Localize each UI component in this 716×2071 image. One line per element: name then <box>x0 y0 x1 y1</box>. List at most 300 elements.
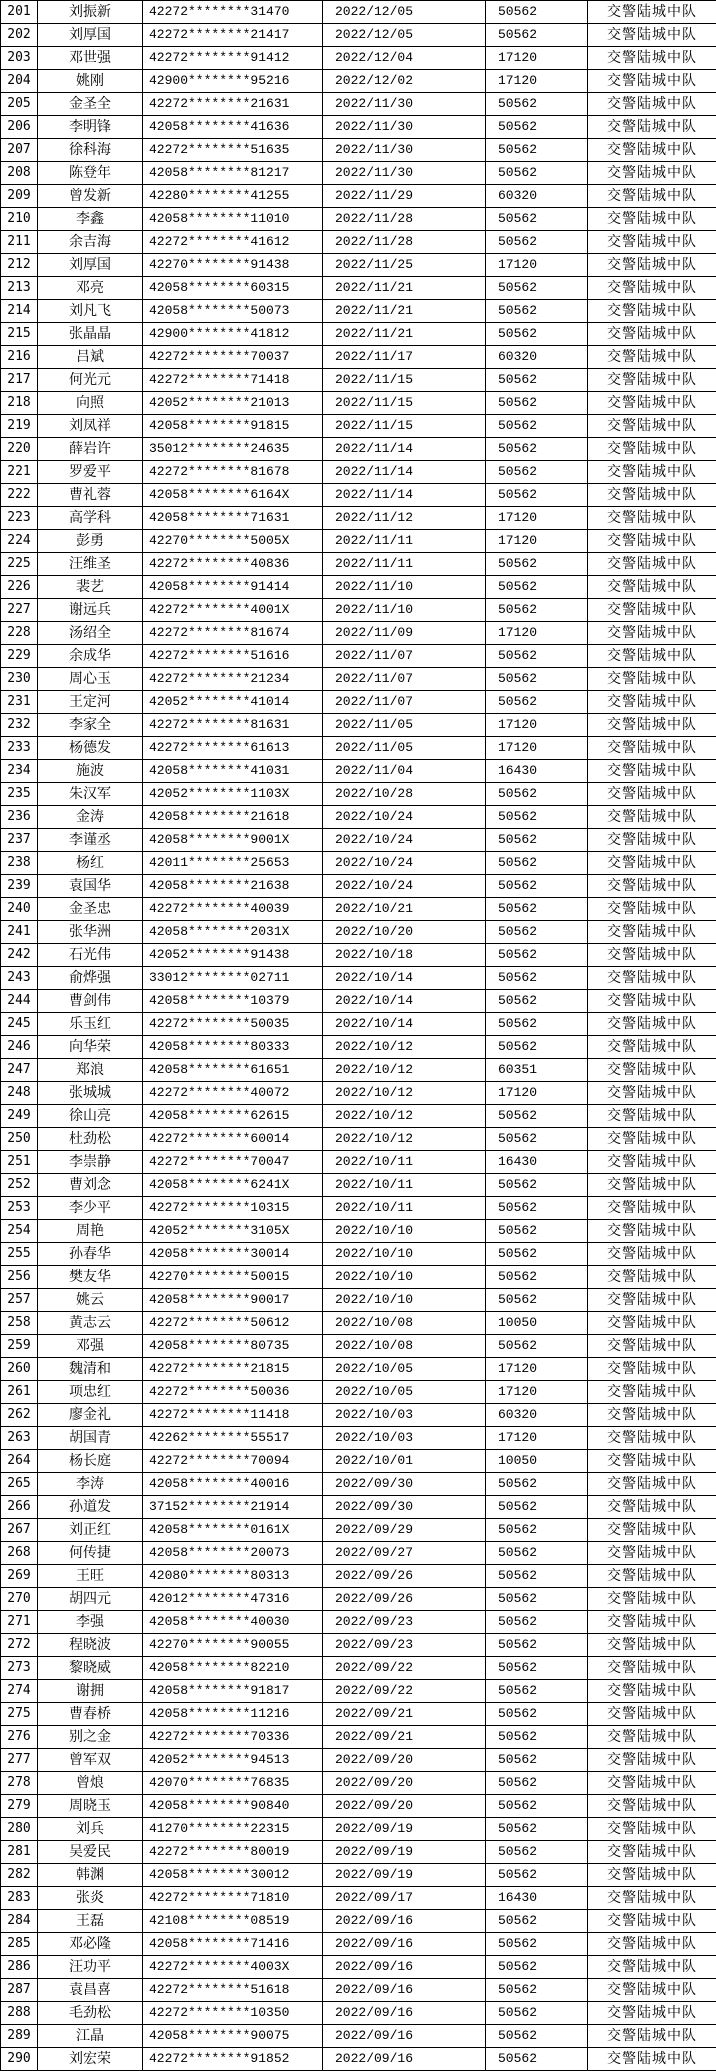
date-cell[interactable]: 2022/12/05 <box>323 1 486 24</box>
row-number-cell[interactable]: 206 <box>1 116 38 139</box>
unit-cell[interactable]: 交警陆城中队 <box>588 1036 716 1059</box>
row-number-cell[interactable]: 281 <box>1 1841 38 1864</box>
unit-cell[interactable]: 交警陆城中队 <box>588 116 716 139</box>
name-cell[interactable]: 孙道发 <box>38 1496 143 1519</box>
name-cell[interactable]: 黎晓威 <box>38 1657 143 1680</box>
date-cell[interactable]: 2022/09/17 <box>323 1887 486 1910</box>
code-cell[interactable]: 50562 <box>486 691 588 714</box>
row-number-cell[interactable]: 226 <box>1 576 38 599</box>
name-cell[interactable]: 胡四元 <box>38 1588 143 1611</box>
name-cell[interactable]: 孙春华 <box>38 1243 143 1266</box>
row-number-cell[interactable]: 233 <box>1 737 38 760</box>
id-number-cell[interactable]: 42900********41812 <box>143 323 323 346</box>
date-cell[interactable]: 2022/09/29 <box>323 1519 486 1542</box>
row-number-cell[interactable]: 246 <box>1 1036 38 1059</box>
row-number-cell[interactable]: 238 <box>1 852 38 875</box>
row-number-cell[interactable]: 202 <box>1 24 38 47</box>
date-cell[interactable]: 2022/09/27 <box>323 1542 486 1565</box>
unit-cell[interactable]: 交警陆城中队 <box>588 1243 716 1266</box>
date-cell[interactable]: 2022/09/16 <box>323 2048 486 2071</box>
row-number-cell[interactable]: 230 <box>1 668 38 691</box>
code-cell[interactable]: 16430 <box>486 760 588 783</box>
date-cell[interactable]: 2022/10/12 <box>323 1105 486 1128</box>
name-cell[interactable]: 乐玉红 <box>38 1013 143 1036</box>
row-number-cell[interactable]: 276 <box>1 1726 38 1749</box>
date-cell[interactable]: 2022/10/14 <box>323 1013 486 1036</box>
code-cell[interactable]: 50562 <box>486 116 588 139</box>
row-number-cell[interactable]: 225 <box>1 553 38 576</box>
code-cell[interactable]: 50562 <box>486 1657 588 1680</box>
date-cell[interactable]: 2022/09/20 <box>323 1795 486 1818</box>
row-number-cell[interactable]: 227 <box>1 599 38 622</box>
unit-cell[interactable]: 交警陆城中队 <box>588 208 716 231</box>
date-cell[interactable]: 2022/11/07 <box>323 668 486 691</box>
row-number-cell[interactable]: 234 <box>1 760 38 783</box>
unit-cell[interactable]: 交警陆城中队 <box>588 691 716 714</box>
name-cell[interactable]: 王旺 <box>38 1565 143 1588</box>
id-number-cell[interactable]: 42058********41031 <box>143 760 323 783</box>
name-cell[interactable]: 吕斌 <box>38 346 143 369</box>
unit-cell[interactable]: 交警陆城中队 <box>588 1197 716 1220</box>
row-number-cell[interactable]: 257 <box>1 1289 38 1312</box>
code-cell[interactable]: 50562 <box>486 1864 588 1887</box>
id-number-cell[interactable]: 42272********40836 <box>143 553 323 576</box>
id-number-cell[interactable]: 42052********21013 <box>143 392 323 415</box>
row-number-cell[interactable]: 258 <box>1 1312 38 1335</box>
unit-cell[interactable]: 交警陆城中队 <box>588 507 716 530</box>
row-number-cell[interactable]: 221 <box>1 461 38 484</box>
id-number-cell[interactable]: 42052********41014 <box>143 691 323 714</box>
id-number-cell[interactable]: 42270********90055 <box>143 1634 323 1657</box>
date-cell[interactable]: 2022/10/14 <box>323 967 486 990</box>
date-cell[interactable]: 2022/09/16 <box>323 2025 486 2048</box>
code-cell[interactable]: 50562 <box>486 990 588 1013</box>
name-cell[interactable]: 高学科 <box>38 507 143 530</box>
date-cell[interactable]: 2022/11/25 <box>323 254 486 277</box>
unit-cell[interactable]: 交警陆城中队 <box>588 277 716 300</box>
row-number-cell[interactable]: 288 <box>1 2002 38 2025</box>
unit-cell[interactable]: 交警陆城中队 <box>588 1956 716 1979</box>
name-cell[interactable]: 汤绍全 <box>38 622 143 645</box>
name-cell[interactable]: 刘凤祥 <box>38 415 143 438</box>
name-cell[interactable]: 张城城 <box>38 1082 143 1105</box>
row-number-cell[interactable]: 217 <box>1 369 38 392</box>
name-cell[interactable]: 郑浪 <box>38 1059 143 1082</box>
date-cell[interactable]: 2022/10/21 <box>323 898 486 921</box>
date-cell[interactable]: 2022/11/28 <box>323 208 486 231</box>
code-cell[interactable]: 16430 <box>486 1151 588 1174</box>
code-cell[interactable]: 17120 <box>486 622 588 645</box>
row-number-cell[interactable]: 229 <box>1 645 38 668</box>
date-cell[interactable]: 2022/11/30 <box>323 162 486 185</box>
code-cell[interactable]: 50562 <box>486 438 588 461</box>
code-cell[interactable]: 50562 <box>486 1 588 24</box>
id-number-cell[interactable]: 42272********81678 <box>143 461 323 484</box>
unit-cell[interactable]: 交警陆城中队 <box>588 1473 716 1496</box>
date-cell[interactable]: 2022/10/12 <box>323 1082 486 1105</box>
code-cell[interactable]: 50562 <box>486 231 588 254</box>
code-cell[interactable]: 50562 <box>486 1174 588 1197</box>
code-cell[interactable]: 50562 <box>486 1588 588 1611</box>
date-cell[interactable]: 2022/11/30 <box>323 116 486 139</box>
id-number-cell[interactable]: 42052********91438 <box>143 944 323 967</box>
name-cell[interactable]: 李崇静 <box>38 1151 143 1174</box>
row-number-cell[interactable]: 275 <box>1 1703 38 1726</box>
id-number-cell[interactable]: 33012********02711 <box>143 967 323 990</box>
code-cell[interactable]: 50562 <box>486 1611 588 1634</box>
date-cell[interactable]: 2022/09/20 <box>323 1772 486 1795</box>
name-cell[interactable]: 姚云 <box>38 1289 143 1312</box>
code-cell[interactable]: 50562 <box>486 461 588 484</box>
code-cell[interactable]: 50562 <box>486 24 588 47</box>
code-cell[interactable]: 50562 <box>486 392 588 415</box>
id-number-cell[interactable]: 42272********91412 <box>143 47 323 70</box>
date-cell[interactable]: 2022/09/26 <box>323 1588 486 1611</box>
name-cell[interactable]: 向照 <box>38 392 143 415</box>
code-cell[interactable]: 50562 <box>486 1634 588 1657</box>
code-cell[interactable]: 50562 <box>486 852 588 875</box>
id-number-cell[interactable]: 42272********81674 <box>143 622 323 645</box>
name-cell[interactable]: 曹刘念 <box>38 1174 143 1197</box>
name-cell[interactable]: 刘宏荣 <box>38 2048 143 2071</box>
id-number-cell[interactable]: 42058********71416 <box>143 1933 323 1956</box>
unit-cell[interactable]: 交警陆城中队 <box>588 47 716 70</box>
name-cell[interactable]: 刘兵 <box>38 1818 143 1841</box>
name-cell[interactable]: 邓亮 <box>38 277 143 300</box>
unit-cell[interactable]: 交警陆城中队 <box>588 1519 716 1542</box>
code-cell[interactable]: 50562 <box>486 1496 588 1519</box>
unit-cell[interactable]: 交警陆城中队 <box>588 645 716 668</box>
row-number-cell[interactable]: 280 <box>1 1818 38 1841</box>
unit-cell[interactable]: 交警陆城中队 <box>588 990 716 1013</box>
id-number-cell[interactable]: 42070********76835 <box>143 1772 323 1795</box>
row-number-cell[interactable]: 212 <box>1 254 38 277</box>
row-number-cell[interactable]: 219 <box>1 415 38 438</box>
row-number-cell[interactable]: 252 <box>1 1174 38 1197</box>
date-cell[interactable]: 2022/10/05 <box>323 1381 486 1404</box>
row-number-cell[interactable]: 224 <box>1 530 38 553</box>
id-number-cell[interactable]: 42058********9001X <box>143 829 323 852</box>
name-cell[interactable]: 李家全 <box>38 714 143 737</box>
unit-cell[interactable]: 交警陆城中队 <box>588 1979 716 2002</box>
row-number-cell[interactable]: 248 <box>1 1082 38 1105</box>
code-cell[interactable]: 50562 <box>486 576 588 599</box>
unit-cell[interactable]: 交警陆城中队 <box>588 1841 716 1864</box>
date-cell[interactable]: 2022/10/01 <box>323 1450 486 1473</box>
name-cell[interactable]: 张晶晶 <box>38 323 143 346</box>
unit-cell[interactable]: 交警陆城中队 <box>588 139 716 162</box>
row-number-cell[interactable]: 272 <box>1 1634 38 1657</box>
date-cell[interactable]: 2022/10/10 <box>323 1266 486 1289</box>
id-number-cell[interactable]: 42058********80735 <box>143 1335 323 1358</box>
code-cell[interactable]: 50562 <box>486 1128 588 1151</box>
name-cell[interactable]: 施波 <box>38 760 143 783</box>
unit-cell[interactable]: 交警陆城中队 <box>588 484 716 507</box>
unit-cell[interactable]: 交警陆城中队 <box>588 300 716 323</box>
code-cell[interactable]: 10050 <box>486 1312 588 1335</box>
id-number-cell[interactable]: 42058********80333 <box>143 1036 323 1059</box>
date-cell[interactable]: 2022/11/21 <box>323 277 486 300</box>
name-cell[interactable]: 汪维圣 <box>38 553 143 576</box>
unit-cell[interactable]: 交警陆城中队 <box>588 1565 716 1588</box>
id-number-cell[interactable]: 42058********6164X <box>143 484 323 507</box>
code-cell[interactable]: 50562 <box>486 783 588 806</box>
name-cell[interactable]: 姚刚 <box>38 70 143 93</box>
id-number-cell[interactable]: 42272********4003X <box>143 1956 323 1979</box>
date-cell[interactable]: 2022/11/15 <box>323 415 486 438</box>
date-cell[interactable]: 2022/09/16 <box>323 1956 486 1979</box>
unit-cell[interactable]: 交警陆城中队 <box>588 599 716 622</box>
date-cell[interactable]: 2022/09/23 <box>323 1611 486 1634</box>
code-cell[interactable]: 50562 <box>486 1703 588 1726</box>
code-cell[interactable]: 50562 <box>486 1197 588 1220</box>
date-cell[interactable]: 2022/12/05 <box>323 24 486 47</box>
name-cell[interactable]: 曹剑伟 <box>38 990 143 1013</box>
row-number-cell[interactable]: 266 <box>1 1496 38 1519</box>
id-number-cell[interactable]: 42900********95216 <box>143 70 323 93</box>
name-cell[interactable]: 谢远兵 <box>38 599 143 622</box>
code-cell[interactable]: 50562 <box>486 1335 588 1358</box>
unit-cell[interactable]: 交警陆城中队 <box>588 1059 716 1082</box>
row-number-cell[interactable]: 270 <box>1 1588 38 1611</box>
code-cell[interactable]: 50562 <box>486 1565 588 1588</box>
date-cell[interactable]: 2022/11/11 <box>323 530 486 553</box>
date-cell[interactable]: 2022/11/10 <box>323 599 486 622</box>
date-cell[interactable]: 2022/11/09 <box>323 622 486 645</box>
unit-cell[interactable]: 交警陆城中队 <box>588 1427 716 1450</box>
unit-cell[interactable]: 交警陆城中队 <box>588 1358 716 1381</box>
date-cell[interactable]: 2022/10/08 <box>323 1335 486 1358</box>
row-number-cell[interactable]: 250 <box>1 1128 38 1151</box>
code-cell[interactable]: 50562 <box>486 1979 588 2002</box>
name-cell[interactable]: 李强 <box>38 1611 143 1634</box>
unit-cell[interactable]: 交警陆城中队 <box>588 231 716 254</box>
id-number-cell[interactable]: 42058********91815 <box>143 415 323 438</box>
name-cell[interactable]: 杜劲松 <box>38 1128 143 1151</box>
date-cell[interactable]: 2022/12/02 <box>323 70 486 93</box>
id-number-cell[interactable]: 42272********71418 <box>143 369 323 392</box>
unit-cell[interactable]: 交警陆城中队 <box>588 1657 716 1680</box>
unit-cell[interactable]: 交警陆城中队 <box>588 1266 716 1289</box>
name-cell[interactable]: 罗爱平 <box>38 461 143 484</box>
row-number-cell[interactable]: 231 <box>1 691 38 714</box>
id-number-cell[interactable]: 42058********2031X <box>143 921 323 944</box>
date-cell[interactable]: 2022/10/11 <box>323 1174 486 1197</box>
unit-cell[interactable]: 交警陆城中队 <box>588 162 716 185</box>
unit-cell[interactable]: 交警陆城中队 <box>588 1312 716 1335</box>
code-cell[interactable]: 17120 <box>486 507 588 530</box>
code-cell[interactable]: 50562 <box>486 139 588 162</box>
name-cell[interactable]: 何光元 <box>38 369 143 392</box>
code-cell[interactable]: 17120 <box>486 530 588 553</box>
code-cell[interactable]: 50562 <box>486 599 588 622</box>
row-number-cell[interactable]: 240 <box>1 898 38 921</box>
unit-cell[interactable]: 交警陆城中队 <box>588 438 716 461</box>
row-number-cell[interactable]: 279 <box>1 1795 38 1818</box>
code-cell[interactable]: 50562 <box>486 1036 588 1059</box>
id-number-cell[interactable]: 42058********71631 <box>143 507 323 530</box>
row-number-cell[interactable]: 235 <box>1 783 38 806</box>
row-number-cell[interactable]: 216 <box>1 346 38 369</box>
id-number-cell[interactable]: 42272********41612 <box>143 231 323 254</box>
name-cell[interactable]: 裴艺 <box>38 576 143 599</box>
date-cell[interactable]: 2022/09/30 <box>323 1473 486 1496</box>
code-cell[interactable]: 50562 <box>486 1243 588 1266</box>
row-number-cell[interactable]: 271 <box>1 1611 38 1634</box>
date-cell[interactable]: 2022/10/24 <box>323 806 486 829</box>
name-cell[interactable]: 王磊 <box>38 1910 143 1933</box>
unit-cell[interactable]: 交警陆城中队 <box>588 1450 716 1473</box>
row-number-cell[interactable]: 247 <box>1 1059 38 1082</box>
id-number-cell[interactable]: 42272********4001X <box>143 599 323 622</box>
unit-cell[interactable]: 交警陆城中队 <box>588 1703 716 1726</box>
unit-cell[interactable]: 交警陆城中队 <box>588 1864 716 1887</box>
unit-cell[interactable]: 交警陆城中队 <box>588 1818 716 1841</box>
name-cell[interactable]: 朱汉军 <box>38 783 143 806</box>
name-cell[interactable]: 吴爱民 <box>38 1841 143 1864</box>
unit-cell[interactable]: 交警陆城中队 <box>588 852 716 875</box>
date-cell[interactable]: 2022/09/16 <box>323 1910 486 1933</box>
unit-cell[interactable]: 交警陆城中队 <box>588 1496 716 1519</box>
date-cell[interactable]: 2022/10/10 <box>323 1243 486 1266</box>
unit-cell[interactable]: 交警陆城中队 <box>588 1910 716 1933</box>
id-number-cell[interactable]: 42058********30014 <box>143 1243 323 1266</box>
code-cell[interactable]: 60320 <box>486 346 588 369</box>
id-number-cell[interactable]: 35012********24635 <box>143 438 323 461</box>
id-number-cell[interactable]: 42272********71810 <box>143 1887 323 1910</box>
date-cell[interactable]: 2022/10/12 <box>323 1059 486 1082</box>
name-cell[interactable]: 李明锋 <box>38 116 143 139</box>
id-number-cell[interactable]: 42272********21417 <box>143 24 323 47</box>
unit-cell[interactable]: 交警陆城中队 <box>588 1 716 24</box>
row-number-cell[interactable]: 232 <box>1 714 38 737</box>
id-number-cell[interactable]: 42272********91852 <box>143 2048 323 2071</box>
date-cell[interactable]: 2022/10/11 <box>323 1197 486 1220</box>
code-cell[interactable]: 60351 <box>486 1059 588 1082</box>
code-cell[interactable]: 17120 <box>486 47 588 70</box>
date-cell[interactable]: 2022/10/12 <box>323 1036 486 1059</box>
unit-cell[interactable]: 交警陆城中队 <box>588 944 716 967</box>
id-number-cell[interactable]: 42058********91414 <box>143 576 323 599</box>
row-number-cell[interactable]: 241 <box>1 921 38 944</box>
unit-cell[interactable]: 交警陆城中队 <box>588 1634 716 1657</box>
name-cell[interactable]: 杨红 <box>38 852 143 875</box>
name-cell[interactable]: 韩渊 <box>38 1864 143 1887</box>
id-number-cell[interactable]: 42272********60014 <box>143 1128 323 1151</box>
date-cell[interactable]: 2022/09/19 <box>323 1864 486 1887</box>
id-number-cell[interactable]: 37152********21914 <box>143 1496 323 1519</box>
name-cell[interactable]: 邓世强 <box>38 47 143 70</box>
date-cell[interactable]: 2022/11/11 <box>323 553 486 576</box>
name-cell[interactable]: 余成华 <box>38 645 143 668</box>
unit-cell[interactable]: 交警陆城中队 <box>588 1887 716 1910</box>
code-cell[interactable]: 17120 <box>486 714 588 737</box>
id-number-cell[interactable]: 42052********1103X <box>143 783 323 806</box>
date-cell[interactable]: 2022/10/10 <box>323 1289 486 1312</box>
date-cell[interactable]: 2022/11/04 <box>323 760 486 783</box>
id-number-cell[interactable]: 42058********10379 <box>143 990 323 1013</box>
name-cell[interactable]: 周晓玉 <box>38 1795 143 1818</box>
unit-cell[interactable]: 交警陆城中队 <box>588 783 716 806</box>
row-number-cell[interactable]: 278 <box>1 1772 38 1795</box>
name-cell[interactable]: 向华荣 <box>38 1036 143 1059</box>
unit-cell[interactable]: 交警陆城中队 <box>588 1933 716 1956</box>
name-cell[interactable]: 廖金礼 <box>38 1404 143 1427</box>
code-cell[interactable]: 50562 <box>486 162 588 185</box>
id-number-cell[interactable]: 42272********10350 <box>143 2002 323 2025</box>
unit-cell[interactable]: 交警陆城中队 <box>588 392 716 415</box>
name-cell[interactable]: 曹春桥 <box>38 1703 143 1726</box>
row-number-cell[interactable]: 274 <box>1 1680 38 1703</box>
name-cell[interactable]: 刘厚国 <box>38 24 143 47</box>
unit-cell[interactable]: 交警陆城中队 <box>588 254 716 277</box>
row-number-cell[interactable]: 207 <box>1 139 38 162</box>
date-cell[interactable]: 2022/11/30 <box>323 93 486 116</box>
row-number-cell[interactable]: 287 <box>1 1979 38 2002</box>
id-number-cell[interactable]: 42272********21815 <box>143 1358 323 1381</box>
name-cell[interactable]: 程晓波 <box>38 1634 143 1657</box>
unit-cell[interactable]: 交警陆城中队 <box>588 93 716 116</box>
date-cell[interactable]: 2022/11/12 <box>323 507 486 530</box>
code-cell[interactable]: 50562 <box>486 1266 588 1289</box>
name-cell[interactable]: 曾发新 <box>38 185 143 208</box>
id-number-cell[interactable]: 42080********80313 <box>143 1565 323 1588</box>
name-cell[interactable]: 袁昌喜 <box>38 1979 143 2002</box>
unit-cell[interactable]: 交警陆城中队 <box>588 921 716 944</box>
id-number-cell[interactable]: 42058********91817 <box>143 1680 323 1703</box>
unit-cell[interactable]: 交警陆城中队 <box>588 1381 716 1404</box>
name-cell[interactable]: 江晶 <box>38 2025 143 2048</box>
row-number-cell[interactable]: 277 <box>1 1749 38 1772</box>
id-number-cell[interactable]: 42272********70336 <box>143 1726 323 1749</box>
code-cell[interactable]: 50562 <box>486 645 588 668</box>
name-cell[interactable]: 魏清和 <box>38 1358 143 1381</box>
date-cell[interactable]: 2022/10/10 <box>323 1220 486 1243</box>
name-cell[interactable]: 黄志云 <box>38 1312 143 1335</box>
name-cell[interactable]: 王定河 <box>38 691 143 714</box>
code-cell[interactable]: 50562 <box>486 1933 588 1956</box>
date-cell[interactable]: 2022/10/11 <box>323 1151 486 1174</box>
row-number-cell[interactable]: 285 <box>1 1933 38 1956</box>
code-cell[interactable]: 50562 <box>486 1519 588 1542</box>
row-number-cell[interactable]: 214 <box>1 300 38 323</box>
id-number-cell[interactable]: 42272********80019 <box>143 1841 323 1864</box>
code-cell[interactable]: 50562 <box>486 1473 588 1496</box>
row-number-cell[interactable]: 267 <box>1 1519 38 1542</box>
name-cell[interactable]: 张炎 <box>38 1887 143 1910</box>
id-number-cell[interactable]: 42272********40039 <box>143 898 323 921</box>
date-cell[interactable]: 2022/10/24 <box>323 852 486 875</box>
name-cell[interactable]: 刘厚国 <box>38 254 143 277</box>
row-number-cell[interactable]: 223 <box>1 507 38 530</box>
row-number-cell[interactable]: 269 <box>1 1565 38 1588</box>
unit-cell[interactable]: 交警陆城中队 <box>588 1795 716 1818</box>
unit-cell[interactable]: 交警陆城中队 <box>588 737 716 760</box>
unit-cell[interactable]: 交警陆城中队 <box>588 760 716 783</box>
unit-cell[interactable]: 交警陆城中队 <box>588 1611 716 1634</box>
id-number-cell[interactable]: 42058********20073 <box>143 1542 323 1565</box>
name-cell[interactable]: 邓必隆 <box>38 1933 143 1956</box>
row-number-cell[interactable]: 283 <box>1 1887 38 1910</box>
unit-cell[interactable]: 交警陆城中队 <box>588 806 716 829</box>
code-cell[interactable]: 50562 <box>486 875 588 898</box>
row-number-cell[interactable]: 254 <box>1 1220 38 1243</box>
name-cell[interactable]: 刘正红 <box>38 1519 143 1542</box>
date-cell[interactable]: 2022/10/03 <box>323 1427 486 1450</box>
code-cell[interactable]: 50562 <box>486 1105 588 1128</box>
date-cell[interactable]: 2022/10/08 <box>323 1312 486 1335</box>
date-cell[interactable]: 2022/11/10 <box>323 576 486 599</box>
